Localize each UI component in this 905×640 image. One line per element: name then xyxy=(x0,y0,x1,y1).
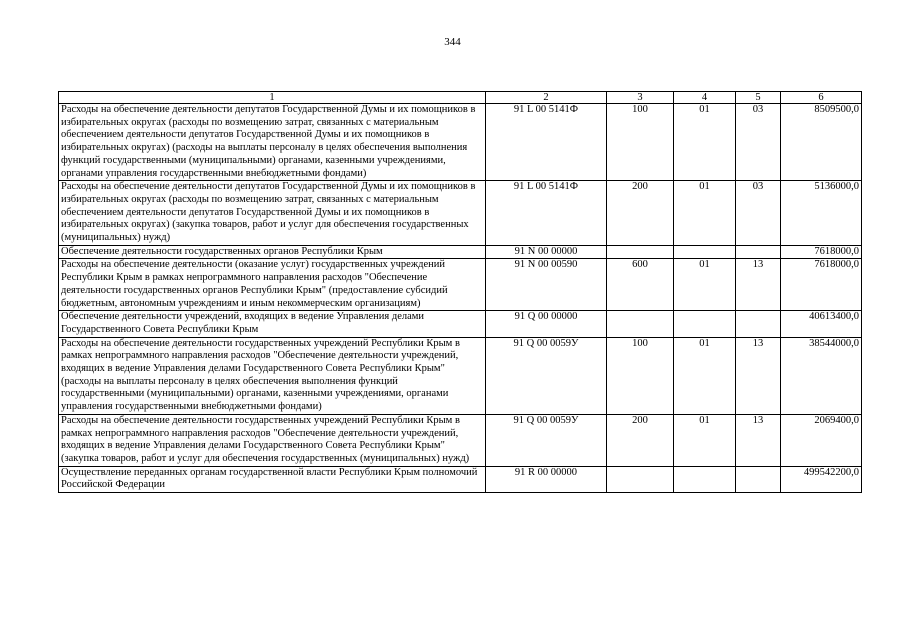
expense-name-cell: Осуществление переданных органам государственной власти Республики Крым полномочий Российской Федерации xyxy=(59,466,486,492)
section-cell: 01 xyxy=(674,259,736,311)
target-code-cell: 91 Q 00 00000 xyxy=(486,311,607,337)
table-row xyxy=(59,245,862,259)
amount-cell: 7618000,0 xyxy=(781,245,862,259)
budget-table xyxy=(58,91,862,493)
target-code-cell: 91 R 00 00000 xyxy=(486,466,607,492)
header-cell-4: 4 xyxy=(674,92,736,104)
header-cell-5: 5 xyxy=(736,92,781,104)
expense-type-cell: 200 xyxy=(607,181,674,246)
target-code-cell: 91 L 00 5141Ф xyxy=(486,181,607,246)
amount-cell: 38544000,0 xyxy=(781,337,862,414)
subsection-cell: 03 xyxy=(736,104,781,181)
target-code-cell: 91 Q 00 0059У xyxy=(486,414,607,466)
expense-type-cell: 200 xyxy=(607,414,674,466)
table-row xyxy=(59,466,862,492)
table-row xyxy=(59,104,862,181)
expense-name-cell: Обеспечение деятельности учреждений, входящих в ведение Управления делами Государственного Совета Республики Крым xyxy=(59,311,486,337)
section-cell: 01 xyxy=(674,414,736,466)
table-row xyxy=(59,181,862,246)
subsection-cell: 03 xyxy=(736,181,781,246)
expense-type-cell xyxy=(607,245,674,259)
section-cell xyxy=(674,466,736,492)
subsection-cell xyxy=(736,311,781,337)
subsection-cell: 13 xyxy=(736,337,781,414)
table-row xyxy=(59,311,862,337)
expense-name-cell: Расходы на обеспечение деятельности депутатов Государственной Думы и их помощников в избирательных округах (расходы по возмещению затрат, связанных с материальным обеспечением деятельности депутатов Государственной Думы и их помощников в избирательных округах) (расходы на выплаты персоналу в целях обеспечения выполнения функций государственными (муниципальными) органами, казенными учреждениями, органами управления государственными внебюджетными фондами) xyxy=(59,104,486,181)
expense-name-cell: Расходы на обеспечение деятельности государственных учреждений Республики Крым в рамках непрограммного направления расходов "Обеспечение деятельности учреждений, входящих в ведение Управления делами Государственного Совета Республики Крым" (расходы на выплаты персоналу в целях обеспечения выполнения функций государственными (муниципальными) органами, казенными учреждениями, органами управления государственными внебюджетными фондами) xyxy=(59,337,486,414)
expense-name-cell: Расходы на обеспечение деятельности государственных учреждений Республики Крым в рамках непрограммного направления расходов "Обеспечение деятельности учреждений, входящих в ведение Управления делами Государственного Совета Республики Крым" (закупка товаров, работ и услуг для обеспечения государственных (муниципальных) нужд) xyxy=(59,414,486,466)
table-header-row xyxy=(59,92,862,104)
section-cell: 01 xyxy=(674,104,736,181)
amount-cell: 40613400,0 xyxy=(781,311,862,337)
table-row xyxy=(59,414,862,466)
amount-cell: 2069400,0 xyxy=(781,414,862,466)
amount-cell: 7618000,0 xyxy=(781,259,862,311)
table-row xyxy=(59,259,862,311)
section-cell: 01 xyxy=(674,181,736,246)
subsection-cell: 13 xyxy=(736,259,781,311)
header-cell-2: 2 xyxy=(486,92,607,104)
expense-type-cell: 600 xyxy=(607,259,674,311)
target-code-cell: 91 L 00 5141Ф xyxy=(486,104,607,181)
header-cell-6: 6 xyxy=(781,92,862,104)
amount-cell: 8509500,0 xyxy=(781,104,862,181)
amount-cell: 5136000,0 xyxy=(781,181,862,246)
section-cell xyxy=(674,245,736,259)
expense-type-cell: 100 xyxy=(607,337,674,414)
page-number: 344 xyxy=(444,36,461,48)
target-code-cell: 91 N 00 00000 xyxy=(486,245,607,259)
expense-type-cell xyxy=(607,466,674,492)
expense-name-cell: Расходы на обеспечение деятельности депутатов Государственной Думы и их помощников в избирательных округах (расходы по возмещению затрат, связанных с материальным обеспечением деятельности депутатов Государственной Думы и их помощников в избирательных округах) (закупка товаров, работ и услуг для обеспечения государственных (муниципальных) нужд) xyxy=(59,181,486,246)
target-code-cell: 91 N 00 00590 xyxy=(486,259,607,311)
expense-type-cell xyxy=(607,311,674,337)
subsection-cell xyxy=(736,466,781,492)
expense-name-cell: Обеспечение деятельности государственных органов Республики Крым xyxy=(59,245,486,259)
section-cell: 01 xyxy=(674,337,736,414)
amount-cell: 499542200,0 xyxy=(781,466,862,492)
section-cell xyxy=(674,311,736,337)
subsection-cell xyxy=(736,245,781,259)
expense-type-cell: 100 xyxy=(607,104,674,181)
target-code-cell: 91 Q 00 0059У xyxy=(486,337,607,414)
header-cell-1: 1 xyxy=(59,92,486,104)
subsection-cell: 13 xyxy=(736,414,781,466)
expense-name-cell: Расходы на обеспечение деятельности (оказание услуг) государственных учреждений Республики Крым в рамках непрограммного направления расходов "Обеспечение деятельности государственных органов Республики Крым" (предоставление субсидий бюджетным, автономным учреждениям и иным некоммерческим организациям) xyxy=(59,259,486,311)
table-row xyxy=(59,337,862,414)
header-cell-3: 3 xyxy=(607,92,674,104)
